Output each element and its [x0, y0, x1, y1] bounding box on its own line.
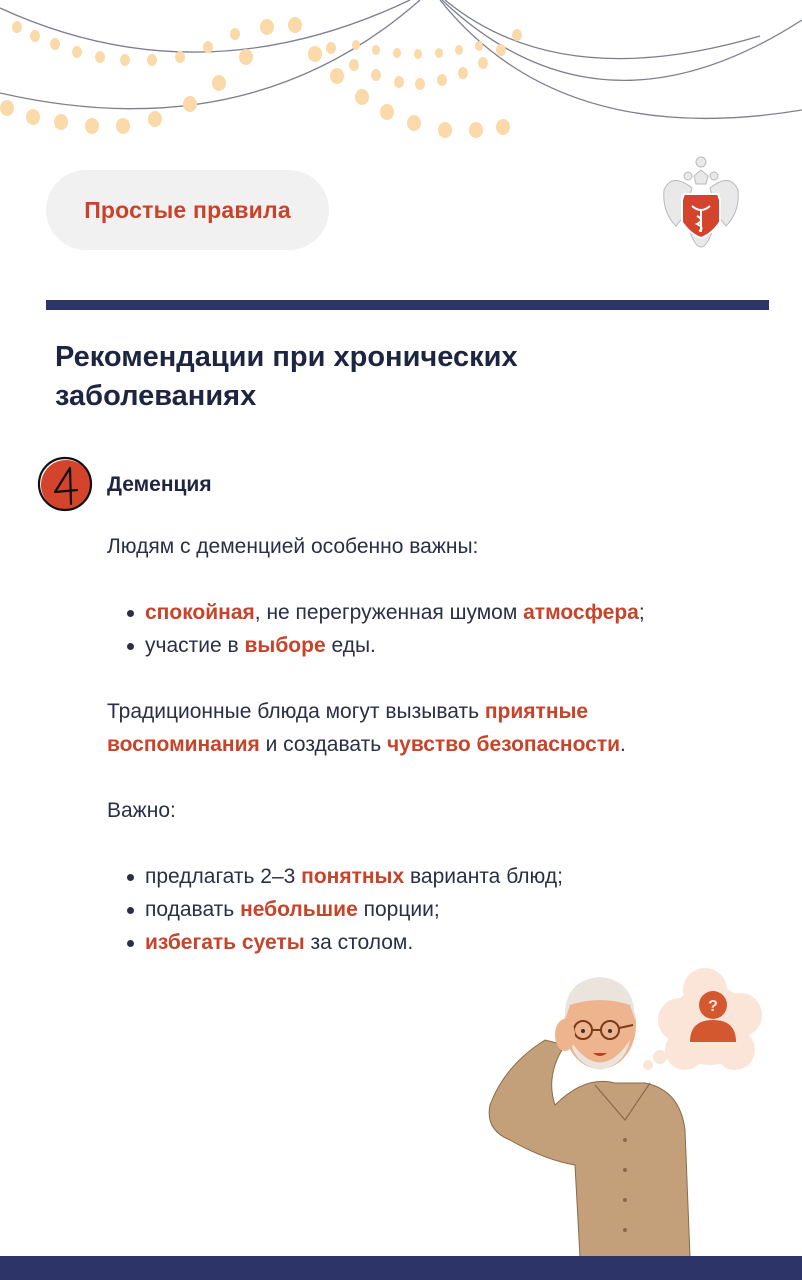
header-divider: [46, 300, 769, 310]
footer-bar: [0, 1256, 802, 1280]
content-body: [107, 530, 727, 959]
body-text: ;: [638, 601, 645, 624]
body-text: за столом.: [304, 931, 414, 954]
highlighted-text: выборе: [244, 634, 326, 657]
body-text: еды.: [325, 634, 376, 657]
highlighted-text: спокойная: [145, 601, 255, 624]
body-text: и создавать: [259, 733, 387, 756]
category-tag-label: Простые правила: [84, 196, 291, 223]
highlighted-text: понятных: [301, 865, 405, 888]
section-number-badge: [37, 456, 95, 514]
section-number-circle-icon: [37, 456, 95, 514]
body-text: .: [620, 733, 626, 756]
body-text: порции;: [357, 898, 440, 921]
thinking-elderly-man-illustration: [485, 965, 775, 1257]
body-text: подавать: [145, 898, 241, 921]
body-text: участие в: [145, 634, 245, 657]
page-title: [55, 338, 755, 416]
page-title-line-1: Рекомендации при хронических: [55, 341, 518, 373]
ministry-of-health-emblem-icon: [662, 152, 740, 266]
highlighted-text: небольшие: [240, 898, 358, 921]
body-text: предлагать 2–3: [145, 865, 302, 888]
list-item: [107, 926, 727, 959]
list-item: [107, 629, 727, 662]
highlighted-text: атмосфера: [523, 601, 639, 624]
list-item: [107, 893, 727, 926]
highlighted-text: чувство безопасности: [386, 733, 621, 756]
important-list: [107, 860, 727, 959]
svg-text:?: ?: [708, 998, 718, 1015]
page-title-line-2: заболеваниях: [55, 380, 257, 412]
intro-text: Людям с деменцией особенно важны:: [107, 535, 479, 558]
string-lights-decoration: [0, 0, 802, 150]
body-text: варианта блюд;: [404, 865, 563, 888]
body-text: Традиционные блюда могут вызывать: [107, 700, 485, 723]
body-text: , не перегруженная шумом: [254, 601, 524, 624]
needs-list: [107, 596, 727, 662]
category-tag: [46, 170, 329, 250]
list-item: [107, 860, 727, 893]
section-title: Деменция: [107, 473, 212, 496]
highlighted-text: избегать суеты: [145, 931, 305, 954]
important-label: Важно:: [107, 799, 176, 822]
section-header: [37, 456, 212, 514]
highlighted-text: приятные воспоминания: [107, 700, 589, 756]
list-item: [107, 596, 727, 629]
traditional-dishes-paragraph: [107, 695, 727, 761]
